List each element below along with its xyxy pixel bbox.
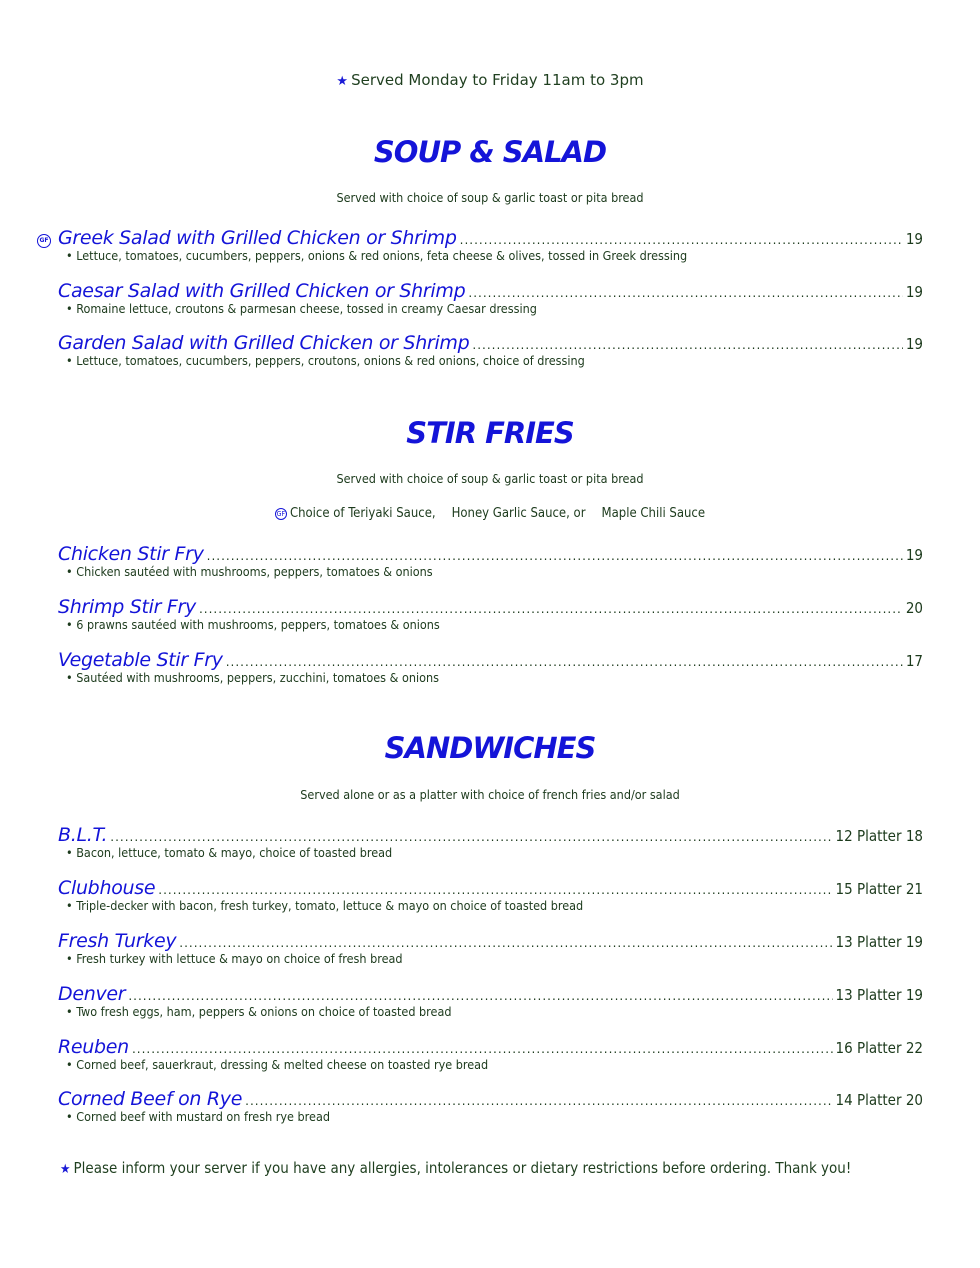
section-title-soup-salad: SOUP & SALAD [373,135,607,169]
item-description: • Romaine lettuce, croutons & parmesan cheese, tossed in creamy Caesar dressing [66,301,537,316]
item-price: 13 Platter 19 [835,986,923,1004]
item-description: • Two fresh eggs, ham, peppers & onions on choice of toasted bread [66,1004,452,1019]
item-price: 16 Platter 22 [835,1039,923,1057]
section-subtitle-stir-fries: Served with choice of soup & garlic toast or pita bread [336,471,644,486]
menu-item-garden-salad [58,332,923,368]
item-name: Corned Beef on Rye [58,1088,243,1110]
item-price: 19 [905,546,923,564]
item-description: • Lettuce, tomatoes, cucumbers, peppers, onions & red onions, feta cheese & olives, tossed in Greek dressing [66,248,688,263]
item-name: Reuben [58,1036,129,1058]
menu-item-denver [58,983,923,1019]
dot-leader [128,989,832,1003]
gluten-free-icon: GF [276,509,286,518]
item-description: • Chicken sautéed with mushrooms, peppers, tomatoes & onions [66,564,433,579]
menu-item-vegetable-stir-fry [58,649,923,685]
section-subtitle-sandwiches: Served alone or as a platter with choice of french fries and/or salad [300,787,680,802]
item-description: • Sautéed with mushrooms, peppers, zucchini, tomatoes & onions [66,670,439,685]
dot-leader [226,655,903,669]
menu-item-caesar-salad [58,280,923,316]
section-title-sandwiches: SANDWICHES [384,731,596,765]
item-price: 19 [905,230,923,248]
item-name: Garden Salad with Grilled Chicken or Shrimp [58,332,470,354]
allergy-note-text: Please inform your server if you have any allergies, intolerances or dietary restrictions before ordering. Thank you! [73,1159,852,1177]
allergy-note [60,1159,851,1177]
dot-leader [199,602,903,616]
item-price: 20 [905,599,923,617]
menu-item-clubhouse [58,877,923,913]
menu-item-reuben [58,1036,923,1072]
item-price: 13 Platter 19 [835,933,923,951]
dot-leader [472,338,902,352]
section-subtitle-soup-salad: Served with choice of soup & garlic toast or pita bread [336,190,644,205]
item-name: Greek Salad with Grilled Chicken or Shrimp [58,227,457,249]
dot-leader [245,1094,832,1108]
dot-leader [179,936,832,950]
menu-item-corned-beef-on-rye [58,1088,923,1124]
dot-leader [158,883,832,897]
menu-item-shrimp-stir-fry [58,596,923,632]
item-price: 12 Platter 18 [835,827,923,845]
star-icon: ★ [336,74,349,89]
item-price: 19 [905,283,923,301]
item-description: • Bacon, lettuce, tomato & mayo, choice of toasted bread [66,845,393,860]
item-name: B.L.T. [58,824,108,846]
item-description: • Lettuce, tomatoes, cucumbers, peppers, croutons, onions & red onions, choice of dressing [66,353,585,368]
dot-leader [207,549,903,563]
item-price: 15 Platter 21 [835,880,923,898]
service-hours-note [0,71,980,89]
menu-item-fresh-turkey [58,930,923,966]
gluten-free-icon: GF [37,234,51,248]
item-description: • Corned beef, sauerkraut, dressing & melted cheese on toasted rye bread [66,1057,489,1072]
item-price: 17 [905,652,923,670]
dot-leader [110,830,832,844]
star-icon: ★ [60,1162,71,1177]
item-name: Shrimp Stir Fry [58,596,196,618]
item-name: Fresh Turkey [58,930,177,952]
item-description: • Corned beef with mustard on fresh rye bread [66,1109,330,1124]
item-description: • Triple-decker with bacon, fresh turkey, tomato, lettuce & mayo on choice of toasted bread [66,898,584,913]
menu-item-greek-salad [39,227,923,263]
item-name: Chicken Stir Fry [58,543,204,565]
menu-item-chicken-stir-fry [58,543,923,579]
dot-leader [468,286,902,300]
menu-item-blt [58,824,923,860]
item-price: 14 Platter 20 [835,1091,923,1109]
service-hours-text: Served Monday to Friday 11am to 3pm [351,71,644,89]
dot-leader [460,233,903,247]
item-price: 19 [905,335,923,353]
item-name: Denver [58,983,126,1005]
dot-leader [132,1042,833,1056]
item-description: • 6 prawns sautéed with mushrooms, peppers, tomatoes & onions [66,617,440,632]
item-name: Clubhouse [58,877,156,899]
sauce-options: GF Choice of Teriyaki Sauce, Honey Garlic Sauce, or Maple Chili Sauce [276,506,706,521]
item-name: Vegetable Stir Fry [58,649,223,671]
item-name: Caesar Salad with Grilled Chicken or Shrimp [58,280,466,302]
item-description: • Fresh turkey with lettuce & mayo on choice of fresh bread [66,951,403,966]
section-title-stir-fries: STIR FRIES [406,416,574,450]
